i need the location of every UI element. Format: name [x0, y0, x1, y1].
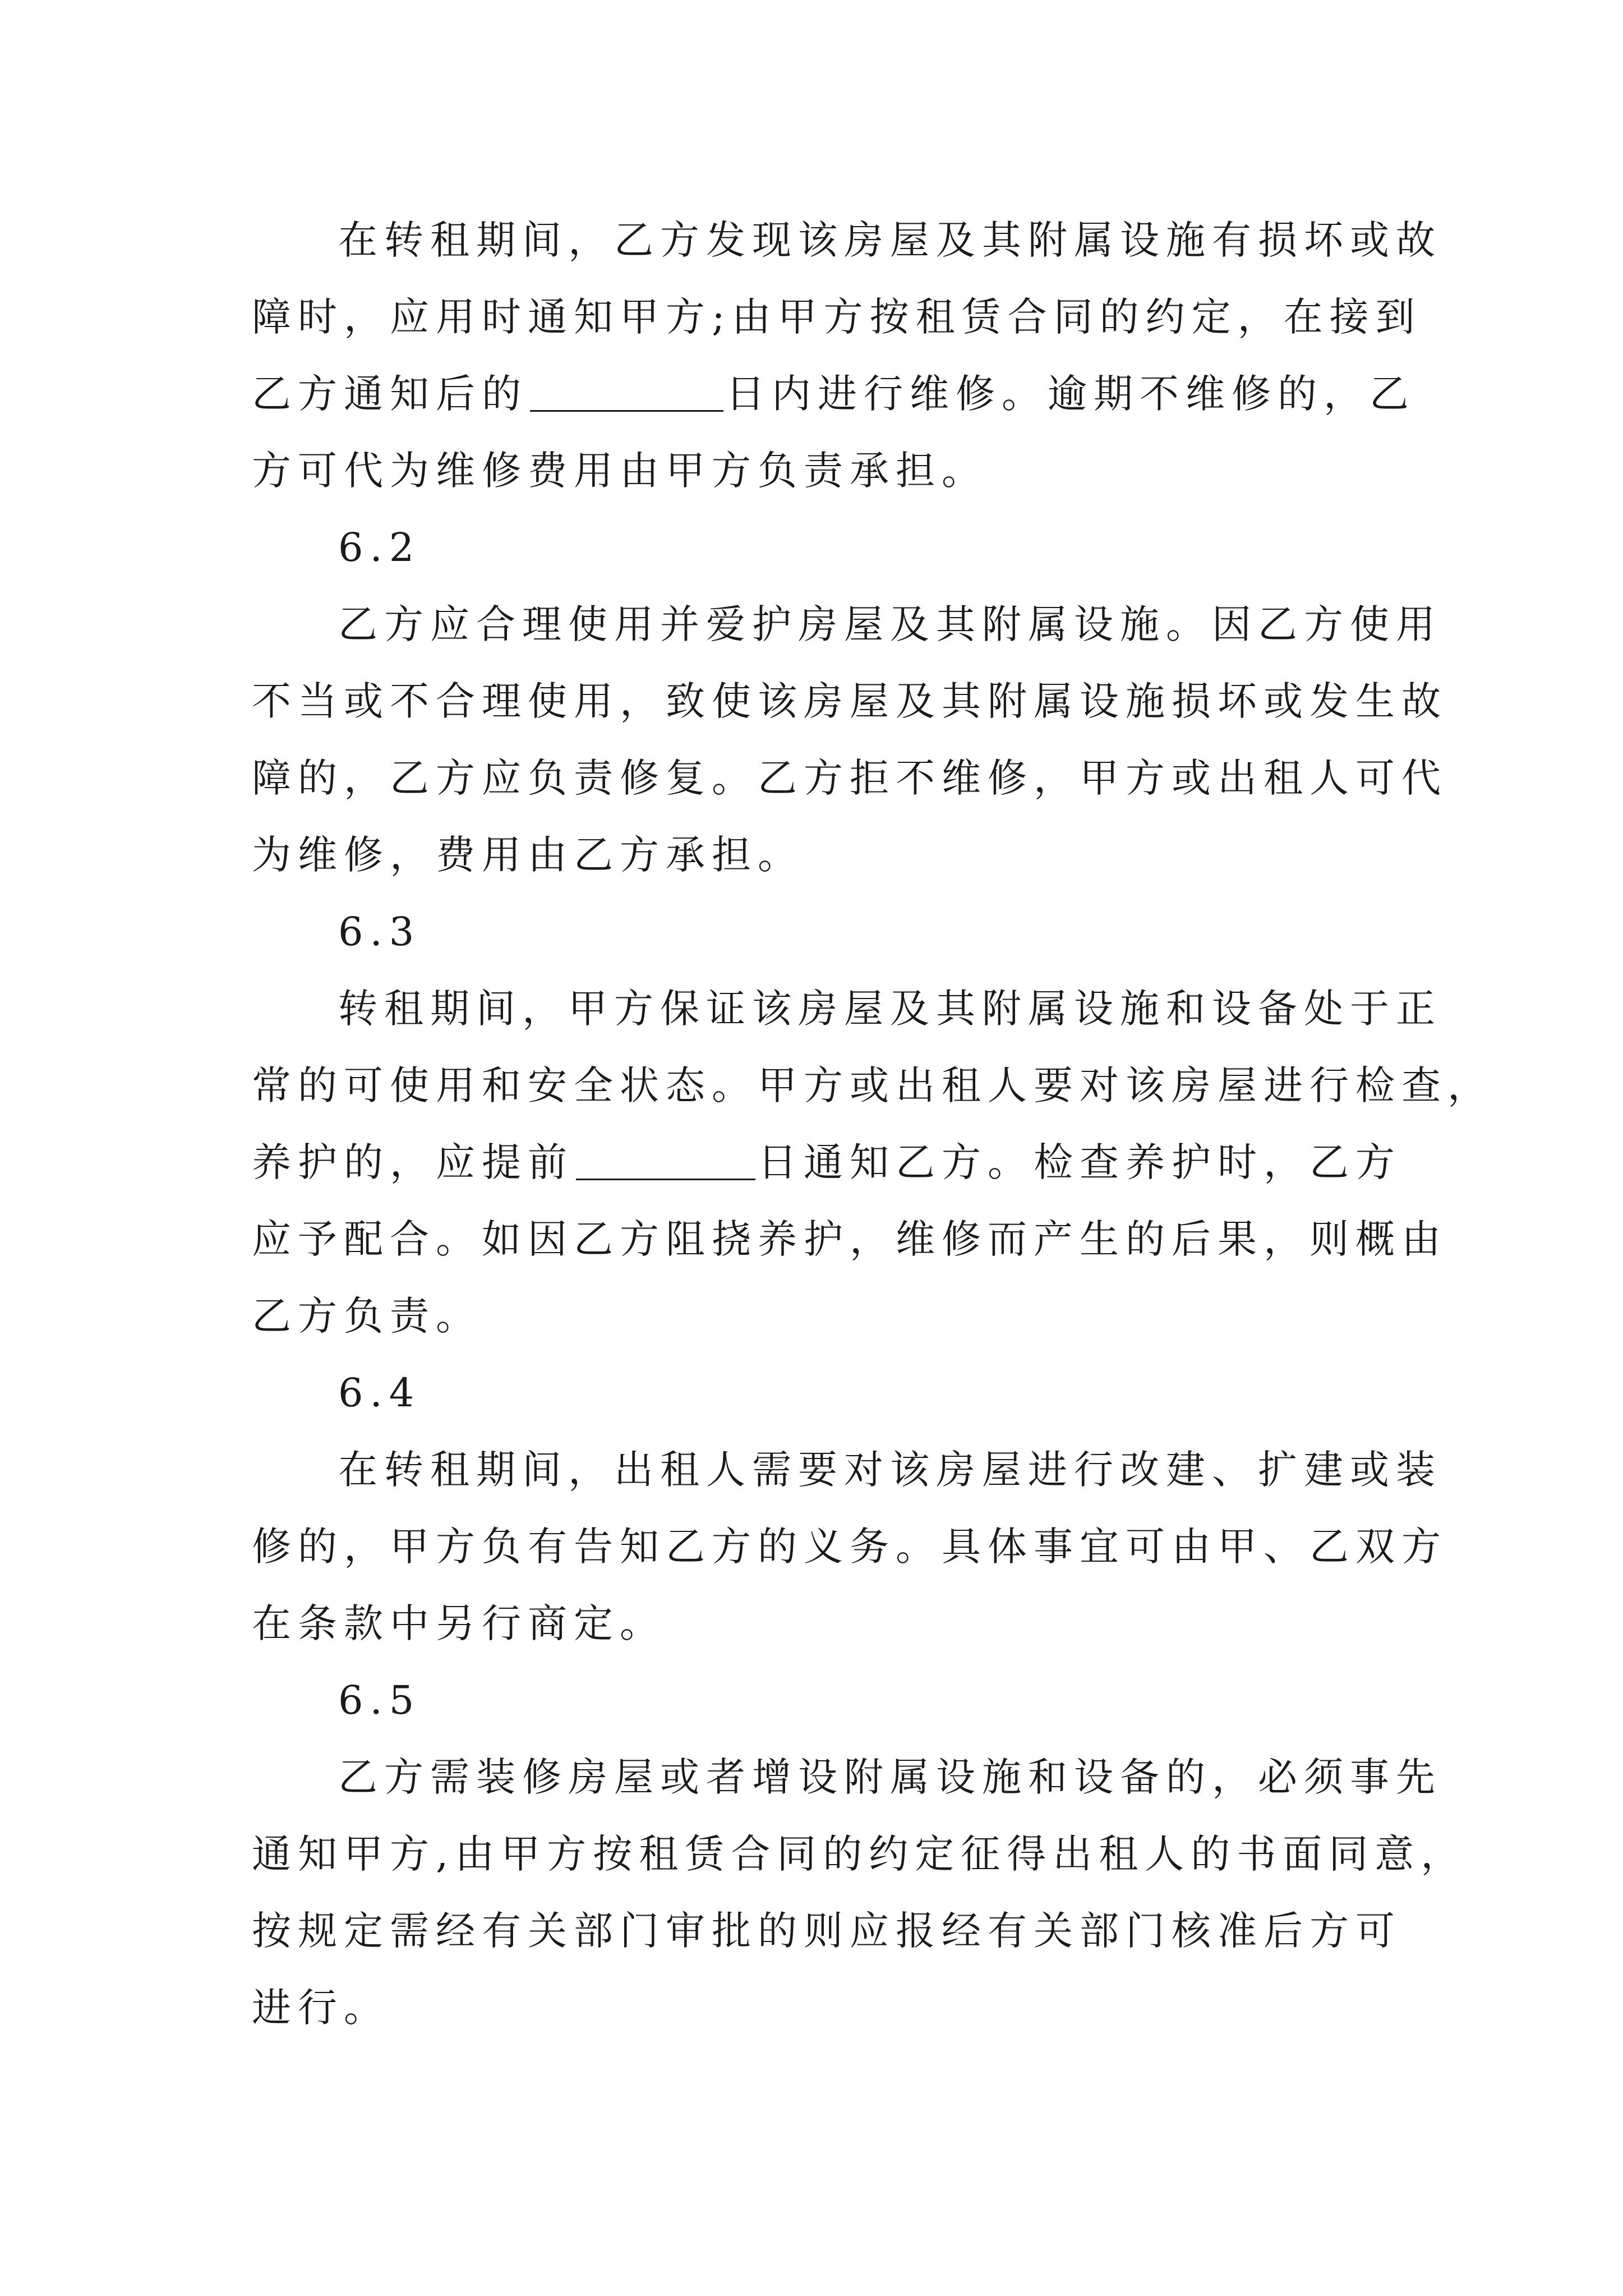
text-line: 转租期间，甲方保证该房屋及其附属设施和设备处于正	[338, 986, 1442, 1032]
text-line: 在转租期间，乙方发现该房屋及其附属设施有损坏或故	[338, 217, 1442, 263]
paragraph-repair-notice	[252, 202, 1442, 509]
clause-number: 6.4	[338, 1370, 421, 1416]
text-fragment: 乙方通知后的	[252, 371, 528, 417]
clause-number: 6.3	[338, 909, 421, 955]
text-line: 乙方负责。	[252, 1293, 482, 1339]
text-line: 方可代为维修费用由甲方负责承担。	[252, 448, 988, 494]
text-line: 修的，甲方负有告知乙方的义务。具体事宜可由甲、乙双方	[252, 1524, 1447, 1570]
text-line: 按规定需经有关部门审批的则应报经有关部门核准后方可	[252, 1908, 1401, 1954]
text-line: 在条款中另行商定。	[252, 1600, 666, 1646]
clause-number: 6.5	[338, 1677, 421, 1723]
text-line: 为维修，费用由乙方承担。	[252, 832, 804, 878]
text-line: 应予配合。如因乙方阻挠养护，维修而产生的后果，则概由	[252, 1216, 1447, 1262]
document-body	[252, 202, 1493, 2046]
text-line: 进行。	[252, 1985, 390, 2031]
text-line: 障时，应用时通知甲方;由甲方按租赁合同的约定，在接到	[252, 294, 1422, 340]
text-line: 乙方应合理使用并爱护房屋及其附属设施。因乙方使用	[338, 601, 1442, 647]
text-line: 不当或不合理使用，致使该房屋及其附属设施损坏或发生故	[252, 678, 1447, 724]
text-fragment: 日内进行维修。逾期不维修的，乙	[726, 371, 1415, 417]
paragraph-proper-use	[252, 586, 1447, 894]
text-line: 在转租期间，出租人需要对该房屋进行改建、扩建或装	[338, 1447, 1442, 1493]
text-fragment: 日通知乙方。检查养护时，乙方	[758, 1139, 1401, 1185]
paragraph-renovation-by-tenant	[252, 1739, 1467, 2046]
clause-number: 6.2	[338, 524, 421, 570]
fill-in-blank-days	[576, 1139, 755, 1180]
text-line: 障的，乙方应负责修复。乙方拒不维修，甲方或出租人可代	[252, 755, 1447, 801]
text-line: 乙方需装修房屋或者增设附属设施和设备的，必须事先	[338, 1754, 1442, 1800]
text-line: 常的可使用和安全状态。甲方或出租人要对该房屋进行检查，	[252, 1062, 1493, 1108]
text-line: 通知甲方,由甲方按租赁合同的约定征得出租人的书面同意，	[252, 1831, 1467, 1877]
paragraph-renovation-by-lessor	[252, 1432, 1447, 1662]
text-line-with-blank	[252, 356, 1415, 432]
fill-in-blank-days	[530, 371, 723, 412]
text-line-with-blank	[252, 1124, 1401, 1201]
paragraph-inspection	[252, 970, 1493, 1355]
text-fragment: 养护的，应提前	[252, 1139, 574, 1185]
